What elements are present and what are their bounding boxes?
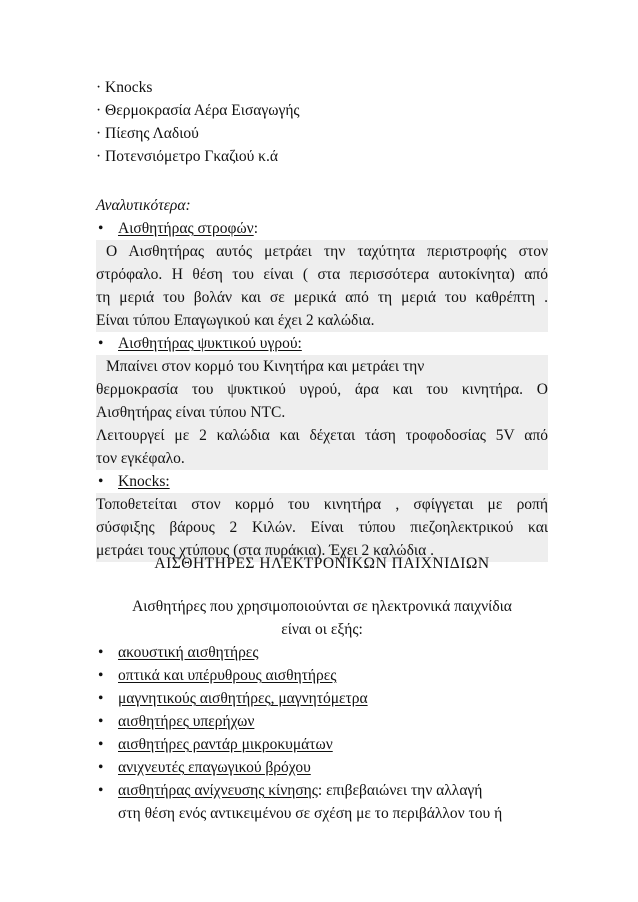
games-intro-line: είναι οι εξής: — [281, 621, 363, 638]
knocks-title: Knocks: — [118, 473, 170, 490]
top-list — [96, 76, 548, 168]
coolant-sensor-bullet — [96, 332, 548, 355]
coolant-sensor-line: τον εγκέφαλο. — [96, 447, 548, 470]
bullet-icon: • — [98, 644, 104, 661]
speed-sensor-line: Ο Αισθητήρας αυτός μετράει την ταχύτητα περιστροφής στον — [96, 240, 548, 263]
coolant-sensor-title: Αισθητήρας ψυκτικού υγρού: — [118, 335, 302, 352]
bullet-icon: • — [98, 473, 104, 490]
bullet-icon: • — [98, 736, 104, 753]
games-list-item — [96, 687, 548, 710]
speed-sensor-title: Αισθητήρας στροφών — [118, 220, 254, 237]
speed-sensor-line: Είναι τύπου Επαγωγικού και έχει 2 καλώδια. — [96, 309, 548, 332]
games-list-item — [96, 710, 548, 733]
knocks-line: σύσφιξης βάρους 2 Κιλών. Είναι τύπου πιεζοηλεκτρικού και — [96, 516, 548, 539]
top-list-item: · Knocks — [96, 79, 153, 96]
knocks-line: Τοποθετείται στον κορμό του κινητήρα , σφίγγεται με ροπή — [96, 493, 548, 516]
games-list-text: αισθητήρες υπερήχων — [118, 713, 255, 730]
speed-sensor-line: στρόφαλο. Η θέση του είναι ( στα περισσότερα αυτοκίνητα) από — [96, 263, 548, 286]
games-list-item — [96, 664, 548, 687]
top-list-item: · Ποτενσιόμετρο Γκαζιού κ.ά — [96, 148, 278, 165]
coolant-sensor-line: Μπαίνει στον κορμό του Κινητήρα και μετράει την — [96, 355, 548, 378]
speed-sensor-line: τη μεριά του βολάν και σε μερικά από τη μεριά του καθρέπτη . — [96, 286, 548, 309]
motion-sensor-title: αισθητήρας ανίχνευσης κίνησης — [118, 782, 318, 799]
games-list-text: αισθητήρες ραντάρ μικροκυμάτων — [118, 736, 333, 753]
bullet-icon: • — [98, 220, 104, 237]
games-list-item — [96, 756, 548, 779]
games-intro-line: Αισθητήρες που χρησιμοποιούνται σε ηλεκτρονικά παιχνίδια — [132, 598, 512, 615]
bullet-icon: • — [98, 335, 104, 352]
motion-sensor-rest: : επιβεβαιώνει την αλλαγή — [317, 782, 483, 799]
games-list-text: μαγνητικούς αισθητήρες, μαγνητόμετρα — [118, 690, 368, 707]
games-list-text: ανιχνευτές επαγωγικού βρόχου — [118, 759, 311, 776]
top-list-item: · Πίεσης Λαδιού — [96, 125, 199, 142]
games-heading: ΑΙΣΘΗΤΗΡΕΣ ΗΛΕΚΤΡΟΝΙΚΩΝ ΠΑΙΧΝΙΔΙΩΝ — [154, 555, 490, 572]
coolant-sensor-line: Λειτουργεί με 2 καλώδια και δέχεται τάση τροφοδοσίας 5V από — [96, 424, 548, 447]
games-list-text: οπτικά και υπέρυθρους αισθητήρες — [118, 667, 337, 684]
bullet-icon: • — [98, 782, 104, 799]
motion-sensor-continuation: στη θέση ενός αντικειμένου σε σχέση με το περιβάλλον του ή — [118, 805, 503, 822]
motion-sensor-item — [96, 779, 548, 802]
games-list-item — [96, 641, 548, 664]
games-section — [96, 595, 548, 825]
bullet-icon: • — [98, 667, 104, 684]
games-list-item — [96, 733, 548, 756]
bullet-icon: • — [98, 759, 104, 776]
coolant-sensor-line: θερμοκρασία του ψυκτικού υγρού, άρα και του κινητήρα. Ο — [96, 378, 548, 401]
knocks-line: μετράει τους χτύπους (στα πυράκια). Έχει 2 καλώδια . — [96, 539, 548, 562]
coolant-sensor-line: Αισθητήρας είναι τύπου NTC. — [96, 401, 548, 424]
speed-sensor-title-suffix: : — [253, 220, 258, 237]
bullet-icon: • — [98, 690, 104, 707]
details-section — [96, 194, 548, 562]
details-label: Αναλυτικότερα: — [96, 197, 191, 214]
bullet-icon: • — [98, 713, 104, 730]
games-list-text: ακουστική αισθητήρες — [118, 644, 259, 661]
speed-sensor-bullet — [96, 217, 548, 240]
knocks-bullet — [96, 470, 548, 493]
top-list-item: · Θερμοκρασία Αέρα Εισαγωγής — [96, 102, 300, 119]
